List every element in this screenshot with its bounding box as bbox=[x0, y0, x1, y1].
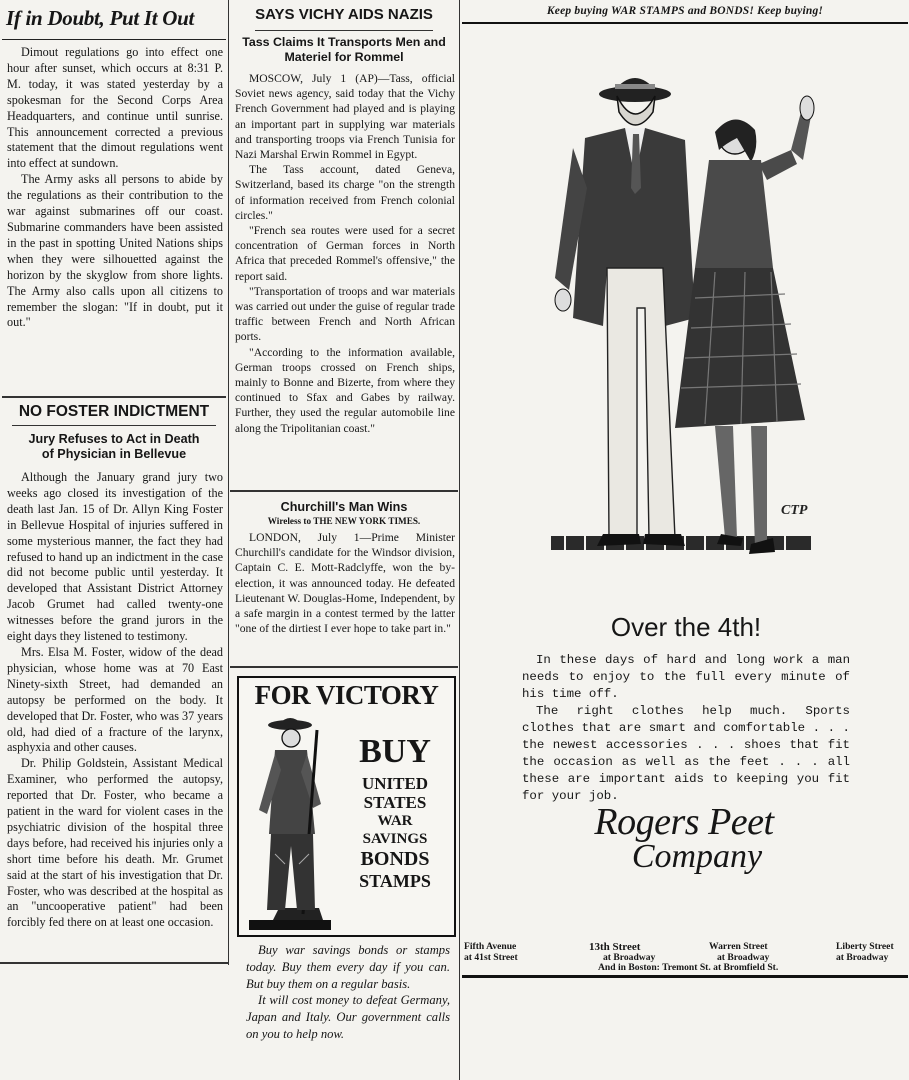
store-4-line1: Liberty Street bbox=[836, 941, 894, 952]
column-divider-2a bbox=[230, 490, 458, 492]
victory-ad-line-6: STAMPS bbox=[359, 871, 431, 891]
store-fifth-avenue bbox=[464, 942, 544, 963]
store-warren-street bbox=[709, 942, 809, 963]
vichy-paragraph-4: "Transportation of troops and war materials was carried out under the guise of regular trade traffic between French and North African ports. bbox=[235, 284, 455, 344]
rogers-ad-paragraph-1: In these days of hard and long work a man needs to enjoy to the full every minute of his time off. bbox=[522, 653, 850, 701]
column-1-bottom-rule bbox=[0, 962, 229, 964]
vichy-headline: SAYS VICHY AIDS NAZIS bbox=[255, 0, 433, 31]
foster-article bbox=[2, 399, 226, 931]
minuteman-illustration bbox=[245, 714, 335, 932]
foster-subhead: Jury Refuses to Act in Death of Physician in Bellevue bbox=[28, 432, 200, 461]
store-13th-street bbox=[589, 942, 679, 963]
vichy-subhead: Tass Claims It Transports Men and Materiel for Rommel bbox=[242, 35, 446, 64]
rogers-peet-logo-line1: Rogers Peet bbox=[594, 801, 774, 843]
dimout-paragraph-2: The Army asks all persons to abide by the regulations as their contribution to the war against submarines off our coast. Submarine commanders have been assisted in the past in spotting United Nations ships when they were silhouetted against the horizon by the skyglow from shore lights. The Army also calls upon all citizens to remember the slogan: "If in doubt, put it out." bbox=[7, 172, 223, 330]
store-3-line1: Warren Street bbox=[709, 941, 768, 952]
store-3-line2: at Broadway bbox=[717, 951, 770, 963]
rogers-ad-copy bbox=[522, 652, 850, 805]
churchill-paragraph-1: LONDON, July 1—Prime Minister Churchill's candidate for the Windsor division, Captain C. E. Mott-Radclyffe, won the by-election, it was announced today. He defeated Lieutenant W. Douglas-Home, Independent, by a safe margin in a contest termed by the latter "one of the dirtiest I ever hope to take part in." bbox=[235, 531, 455, 636]
victory-ad-line-1: UNITED bbox=[361, 774, 429, 793]
artist-mark: CTP bbox=[781, 503, 808, 518]
vichy-paragraph-3: "French sea routes were used for a secret concentration of German forces in North Africa that preceded Rommel's offensive," the report said. bbox=[235, 224, 455, 283]
victory-ad-buy: BUY bbox=[359, 733, 431, 770]
dimout-headline: If in Doubt, Put It Out bbox=[2, 0, 226, 40]
column-divider-2b bbox=[230, 666, 458, 668]
victory-ad-line-4: SAVINGS bbox=[362, 831, 428, 847]
dimout-article bbox=[2, 0, 226, 331]
store-4-line2: at Broadway bbox=[836, 951, 889, 963]
vichy-paragraph-2: The Tass account, dated Geneva, Switzerland, based its charge "on the strength of information received from French colonial circles." bbox=[235, 163, 455, 222]
store-liberty-street bbox=[836, 942, 908, 963]
victory-ad-line-2: STATES bbox=[363, 793, 427, 812]
rogers-ad-banner bbox=[462, 0, 908, 24]
rogers-ad-bottom-rule bbox=[462, 975, 908, 978]
victory-ad-top: FOR VICTORY bbox=[254, 680, 439, 710]
rogers-ad-banner-text: Keep buying WAR STAMPS and BONDS! Keep buying! bbox=[546, 5, 824, 17]
churchill-credit: Wireless to THE NEW YORK TIMES. bbox=[267, 516, 421, 526]
victory-ad-caption bbox=[246, 942, 450, 1043]
rogers-ad-paragraph-2: The right clothes help much. Sports clothes that are smart and comfortable . . . the newest accessories . . . shoes that fit the occasion as well as the feet . . . all these are important aids to keeping you fit for your job. bbox=[522, 704, 850, 803]
rogers-peet-logo-line2: Company bbox=[631, 838, 763, 875]
victory-ad-box bbox=[237, 676, 456, 937]
store-2-line1: 13th Street bbox=[589, 941, 641, 953]
rogers-peet-logo bbox=[574, 801, 794, 875]
victory-ad-caption-2: It will cost money to defeat Germany, Japan and Italy. Our government calls on you to help now. bbox=[246, 993, 450, 1041]
victory-ad-line-5: BONDS bbox=[360, 848, 430, 870]
store-2-line2: at Broadway bbox=[603, 951, 656, 963]
rogers-ad-headline: Over the 4th! bbox=[610, 612, 762, 642]
store-1-line1: Fifth Avenue bbox=[464, 941, 517, 952]
dimout-paragraph-1: Dimout regulations go into effect one hour after sunset, which occurs at 8:31 P. M. today, it was stated yesterday by a spokesman for the Second Corps Area Headquarters, and continue until sunrise. This announcement corrected a previous statement that the dimout regulations went into effect at sundown. bbox=[7, 45, 223, 171]
column-divider-v2 bbox=[459, 0, 460, 1080]
churchill-article bbox=[233, 494, 455, 636]
store-1-line2: at 41st Street bbox=[464, 951, 518, 963]
column-divider-1a bbox=[2, 396, 226, 398]
foster-paragraph-1: Although the January grand jury two weeks ago closed its investigation of the death last Jan. 15 of Dr. Allyn King Foster in Bellevue Hospital of injuries suffered in some mysterious manner, the fact they had refused to hand up an indictment in the case did not become public until yesterday. It developed that Assistant District Attorney Jacob Grumet had called twenty-one witnesses before the grand jurors in the eight days they listened to testimony. bbox=[7, 470, 223, 644]
column-divider-v1 bbox=[228, 0, 229, 965]
victory-ad-line-3: WAR bbox=[377, 813, 413, 829]
churchill-headline: Churchill's Man Wins bbox=[280, 500, 408, 514]
vichy-paragraph-1: MOSCOW, July 1 (AP)—Tass, official Soviet news agency, said today that the Vichy French Government had played and is playing an important part in supplying war materials and transporting troops via French Tunisia for Nazi Marshal Erwin Rommel in Egypt. bbox=[235, 72, 455, 162]
vichy-article bbox=[233, 0, 455, 436]
foster-paragraph-2: Mrs. Elsa M. Foster, widow of the dead physician, whose home was at 70 East Ninety-sixth Street, had demanded an autopsy be performed on the body. It developed that Dr. Foster, who was 37 years old, had died of a fracture of the larynx, asphyxia and other causes. bbox=[7, 644, 223, 755]
foster-headline: NO FOSTER INDICTMENT bbox=[12, 399, 216, 426]
victory-ad-caption-1: Buy war savings bonds or stamps today. Buy them every day if you can. But buy them on a regular basis. bbox=[246, 943, 450, 991]
couple-illustration bbox=[545, 68, 825, 578]
foster-paragraph-3: Dr. Philip Goldstein, Assistant Medical Examiner, who performed the autopsy, reported that Dr. Foster, who became a patient in the ward for violent cases in the psychiatric division of the hospital three days before, had received his injuries only a short time before his death. Mr. Grumet said at the start of his investigation that Dr. Foster, who was described at the hospital as an "uncooperative patient" had been forcibly fed there on at least one occasion. bbox=[7, 756, 223, 930]
store-boston: And in Boston: Tremont St. at Bromfield St. bbox=[598, 962, 779, 973]
vichy-paragraph-5: "According to the information available, German troops crossed on French ships, mainly to Bonne and Bizerte, from where they continued to Sfax and Gabes by railway. Further, they used the regular automobile line along the Tripolitanian coast." bbox=[235, 345, 455, 435]
